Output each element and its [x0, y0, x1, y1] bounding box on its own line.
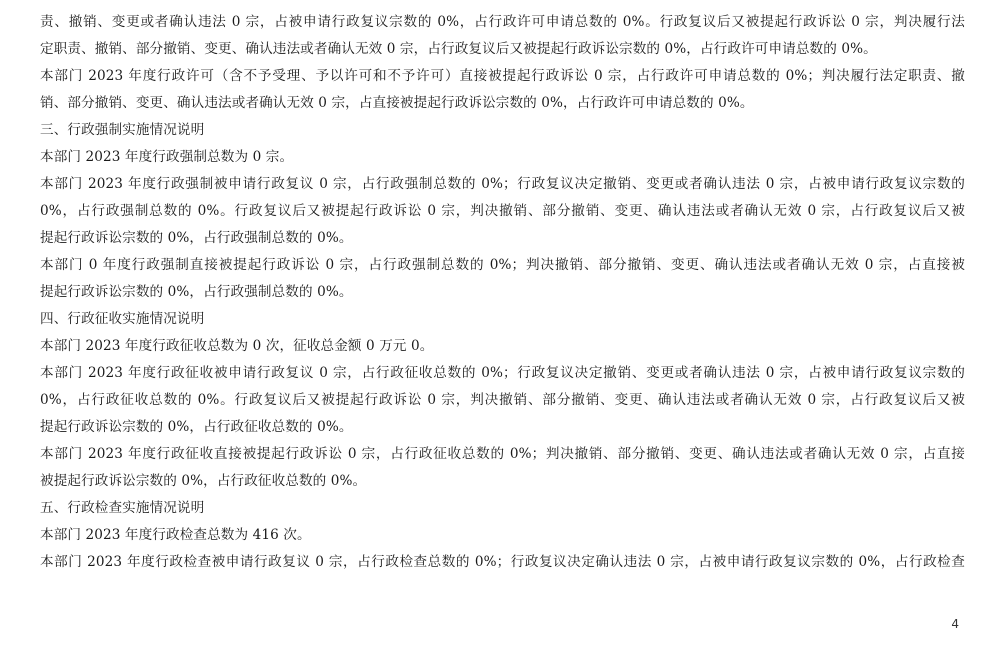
text-line: 责、撤销、变更或者确认违法 0 宗，占被申请行政复议宗数的 0%，占行政许可申请总数的 0%。行政复议后又被提起行政诉讼 0 宗，判决履行法: [40, 14, 965, 30]
text-line: 本部门 2023 年度行政检查被申请行政复议 0 宗，占行政检查总数的 0%；行政复议决定确认违法 0 宗，占被申请行政复议宗数的 0%，占行政检查: [40, 554, 965, 570]
text-line: 定职责、撤销、部分撤销、变更、确认违法或者确认无效 0 宗，占行政复议后又被提起行政诉讼宗数的 0%，占行政许可申请总数的 0%。: [40, 41, 877, 57]
text-line: 本部门 2023 年度行政检查总数为 416 次。: [40, 527, 311, 543]
text-line: 0%，占行政征收总数的 0%。行政复议后又被提起行政诉讼 0 宗，判决撤销、部分撤销、变更、确认违法或者确认无效 0 宗，占行政复议后又被: [40, 392, 965, 408]
text-line: 被提起行政诉讼宗数的 0%，占行政征收总数的 0%。: [40, 473, 367, 489]
text-line: 销、部分撤销、变更、确认违法或者确认无效 0 宗，占直接被提起行政诉讼宗数的 0%，占行政许可申请总数的 0%。: [40, 95, 754, 111]
text-line: 本部门 2023 年度行政强制总数为 0 宗。: [40, 149, 294, 165]
text-line: 本部门 2023 年度行政征收总数为 0 次，征收总金额 0 万元 0。: [40, 338, 434, 354]
text-line: 本部门 0 年度行政强制直接被提起行政诉讼 0 宗，占行政强制总数的 0%；判决撤销、部分撤销、变更、确认违法或者确认无效 0 宗，占直接被: [40, 257, 965, 273]
document-page: [40, 9, 965, 576]
section-heading: 三、行政强制实施情况说明: [40, 122, 205, 138]
text-line: 本部门 2023 年度行政强制被申请行政复议 0 宗，占行政强制总数的 0%；行政复议决定撤销、变更或者确认违法 0 宗，占被申请行政复议宗数的: [40, 176, 965, 192]
page-number: 4: [951, 617, 959, 631]
text-line: 0%，占行政强制总数的 0%。行政复议后又被提起行政诉讼 0 宗，判决撤销、部分撤销、变更、确认违法或者确认无效 0 宗，占行政复议后又被: [40, 203, 965, 219]
section-heading: 五、行政检查实施情况说明: [40, 500, 205, 516]
text-line: 本部门 2023 年度行政征收被申请行政复议 0 宗，占行政征收总数的 0%；行政复议决定撤销、变更或者确认违法 0 宗，占被申请行政复议宗数的: [40, 365, 965, 381]
section-heading: 四、行政征收实施情况说明: [40, 311, 205, 327]
text-line: 提起行政诉讼宗数的 0%，占行政强制总数的 0%。: [40, 230, 353, 246]
text-line: 提起行政诉讼宗数的 0%，占行政征收总数的 0%。: [40, 419, 353, 435]
text-line: 本部门 2023 年度行政征收直接被提起行政诉讼 0 宗，占行政征收总数的 0%；判决撤销、部分撤销、变更、确认违法或者确认无效 0 宗，占直接: [40, 446, 965, 462]
text-line: 提起行政诉讼宗数的 0%，占行政强制总数的 0%。: [40, 284, 353, 300]
text-line: 本部门 2023 年度行政许可（含不予受理、予以许可和不予许可）直接被提起行政诉讼 0 宗，占行政许可申请总数的 0%；判决履行法定职责、撤: [40, 68, 965, 84]
